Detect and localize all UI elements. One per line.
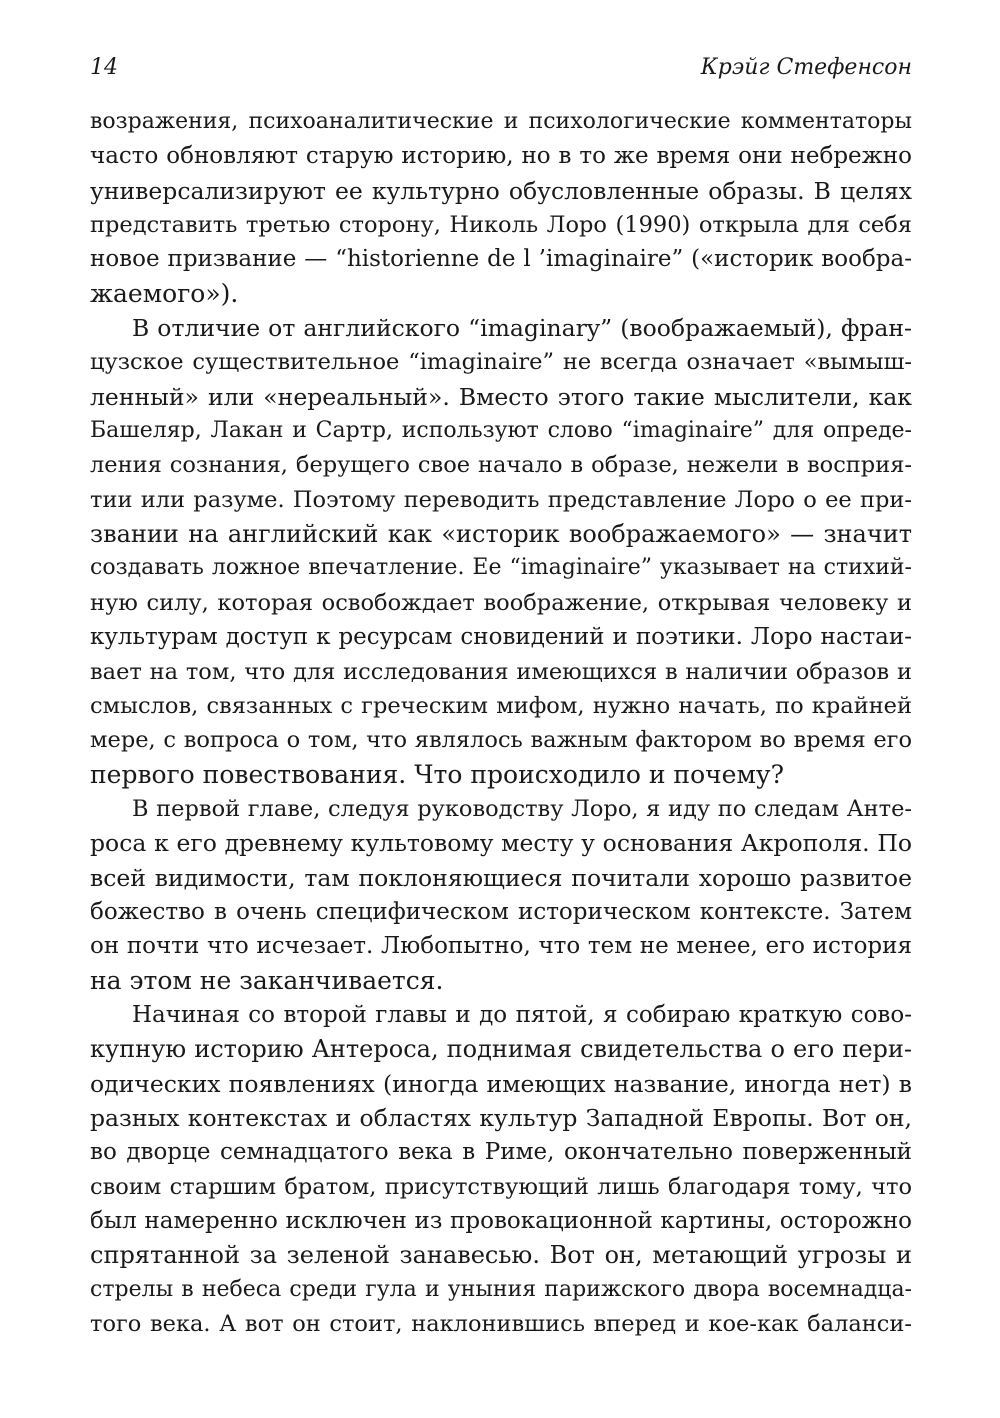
text-line: был намеренно исключен из провокационной картины, осторожно bbox=[90, 1208, 912, 1234]
text-line: первого повествования. Что происходило и почему? bbox=[90, 759, 785, 789]
text-line: спрятанной за зеленой занавесью. Вот он, метающий угрозы и bbox=[90, 1241, 912, 1270]
text-line: божество в очень специфическом историческом контексте. Затем bbox=[90, 898, 912, 925]
text-line: В отличие от английского “imaginary” (воображаемый), фран- bbox=[132, 314, 912, 343]
text-line: во дворце семнадцатого века в Риме, окончательно поверженный bbox=[90, 1139, 912, 1166]
text-line: он почти что исчезает. Любопытно, что тем не менее, его история bbox=[90, 933, 912, 960]
text-line: своим старшим братом, присутствующий лишь благодаря тому, что bbox=[90, 1173, 912, 1200]
text-line: купную историю Антероса, поднимая свидетельства о его пери- bbox=[90, 1035, 912, 1064]
paragraph-4 bbox=[90, 998, 912, 1341]
text-line: одических появлениях (иногда имеющих название, иногда нет) в bbox=[90, 1069, 912, 1098]
text-line: создавать ложное впечатление. Ее “imaginaire” указывает на стихий- bbox=[90, 555, 912, 581]
paragraph-1 bbox=[90, 105, 912, 311]
text-line: стрелы в небеса среди гула и уныния парижского двора восемнадца- bbox=[90, 1276, 912, 1302]
text-line: того века. А вот он стоит, наклонившись вперед и кое-как баланси- bbox=[90, 1311, 912, 1338]
running-title: Крэйг Стефенсон bbox=[700, 55, 912, 80]
text-line: вает на том, что для исследования имеющихся в наличии образов и bbox=[90, 658, 912, 685]
text-line: цузское существительное “imaginaire” не всегда означает «вымыш- bbox=[90, 349, 912, 376]
text-line: роса к его древнему культовому месту у основания Акрополя. По bbox=[90, 829, 912, 858]
text-line: мере, с вопроса о том, что являлось важным фактором во время его bbox=[90, 727, 912, 754]
text-line: ную силу, которая освобождает воображение, открывая человеку и bbox=[90, 589, 912, 616]
text-line: на этом не заканчивается. bbox=[90, 965, 444, 995]
text-line: жаемого»). bbox=[90, 278, 239, 308]
paragraph-2 bbox=[90, 311, 912, 792]
text-line: представить третью сторону, Николь Лоро (1990) открыла для себя bbox=[90, 212, 912, 239]
text-line: ленный» или «нереальный». Вместо этого такие мыслители, как bbox=[90, 382, 912, 411]
text-line: разных контекстах и областях культур Западной Европы. Вот он, bbox=[90, 1103, 912, 1132]
text-line: всей видимости, там поклоняющиеся почитали хорошо развитое bbox=[90, 863, 912, 892]
text-line: ления сознания, берущего свое начало в образе, нежели в восприя- bbox=[90, 452, 912, 479]
text-line: В первой главе, следуя руководству Лоро, я иду по следам Анте- bbox=[132, 795, 912, 822]
page-number: 14 bbox=[90, 55, 118, 80]
text-line: тии или разуме. Поэтому переводить представление Лоро о ее при- bbox=[90, 486, 912, 513]
text-line: Начиная со второй главы и до пятой, я собираю краткую сово- bbox=[132, 1001, 912, 1028]
paragraph-3 bbox=[90, 792, 912, 998]
text-line: звании на английский как «историк воображаемого» — значит bbox=[90, 520, 912, 549]
body-text bbox=[90, 105, 912, 1341]
text-line: новое призвание — “historienne de l ’imaginaire” («историк вообра- bbox=[90, 246, 912, 273]
text-line: культурам доступ к ресурсам сновидений и поэтики. Лоро настаи- bbox=[90, 624, 912, 651]
text-line: Башеляр, Лакан и Сартр, используют слово “imaginaire” для опреде- bbox=[90, 418, 912, 444]
text-line: часто обновляют старую историю, но в то же время они небрежно bbox=[90, 143, 912, 170]
running-header bbox=[90, 50, 912, 86]
text-line: возражения, психоаналитические и психологические комментаторы bbox=[90, 109, 912, 134]
text-line: смыслов, связанных с греческим мифом, нужно начать, по крайней bbox=[90, 692, 912, 719]
text-line: универсализируют ее культурно обусловленные образы. В целях bbox=[90, 176, 912, 205]
